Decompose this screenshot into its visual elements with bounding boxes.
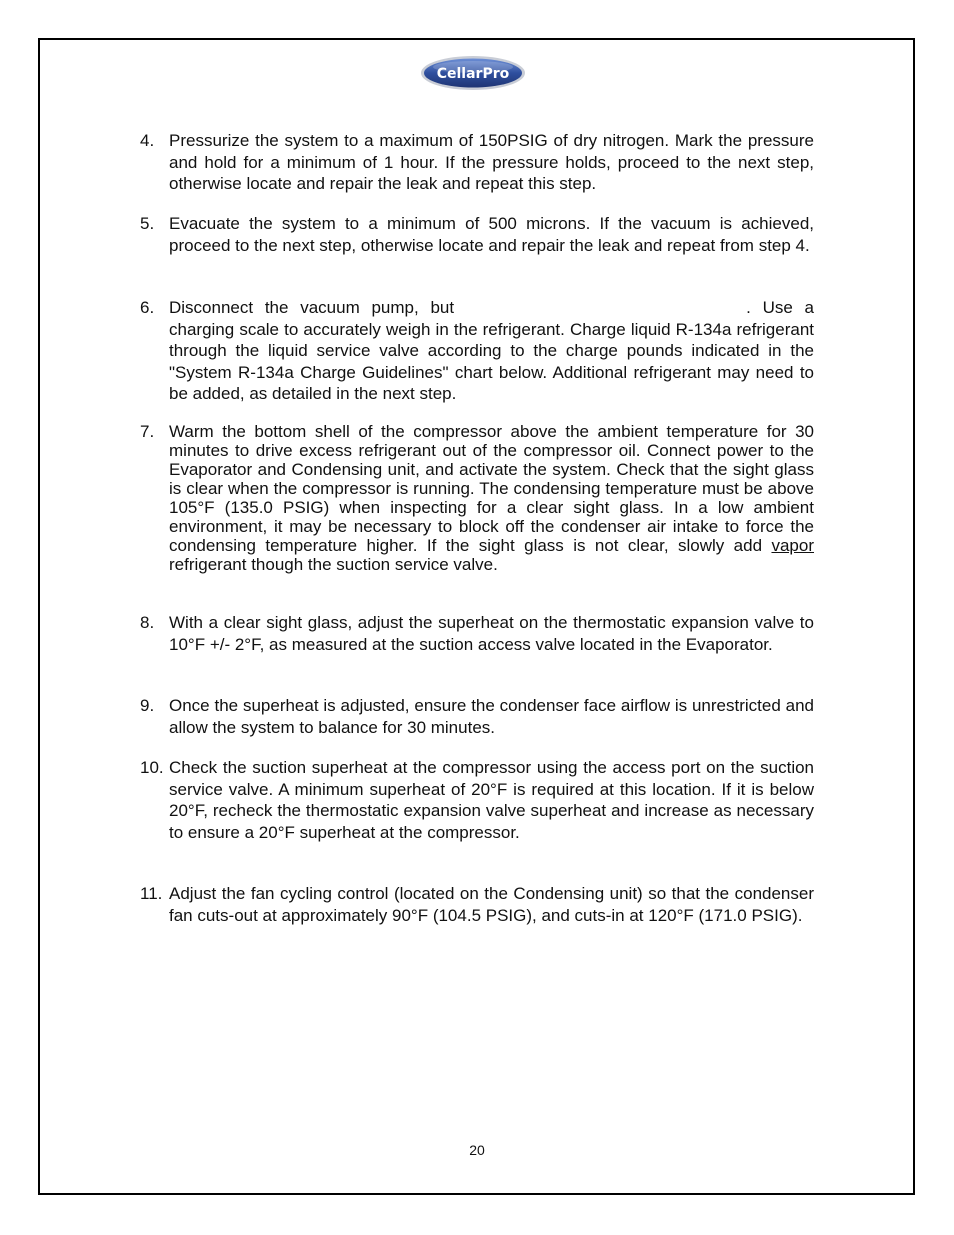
step-text: Pressurize the system to a maximum of 150PSIG of dry nitrogen. Mark the pressure and hold for a minimum of 1 hour. If the pressure holds, proceed to the next step, otherwise locate and repair the leak and repeat this step.	[169, 131, 814, 193]
page-number: 20	[469, 1142, 485, 1158]
step-number: 9.	[140, 696, 155, 715]
step-text: Check the suction superheat at the compressor using the access port on the suction service valve. A minimum superheat of 20°F is required at this location. If it is below 20°F, recheck the thermostatic expansion valve superheat and increase as necessary to ensure a 20°F superheat at the compressor.	[169, 758, 814, 842]
step-text: Evacuate the system to a minimum of 500 microns. If the vacuum is achieved, proceed to the next step, otherwise locate and repair the leak and repeat from step 4.	[169, 214, 814, 255]
cellarpro-logo-graphic	[420, 55, 526, 91]
step-8	[140, 612, 814, 655]
step-text-part-b: refrigerant though the suction service valve.	[169, 555, 498, 574]
step-number: 6.	[140, 298, 155, 317]
cellarpro-logo	[420, 55, 526, 91]
step-text: Adjust the fan cycling control (located on the Condensing unit) so that the condenser fan cuts-out at approximately 90°F (104.5 PSIG), and cuts-in at 120°F (171.0 PSIG).	[169, 884, 814, 925]
step-4	[140, 130, 814, 195]
step-number: 10.	[140, 758, 164, 777]
step-number: 7.	[140, 422, 155, 441]
step-11	[140, 883, 814, 926]
step-text-part-a: Warm the bottom shell of the compressor above the ambient temperature for 30 minutes to drive excess refrigerant out of the compressor oil. Connect power to the Evaporator and Condensing unit, and activate the system. Check that the sight glass is clear when the compressor is running. The condensing temperature must be above 105°F (135.0 PSIG) when inspecting for a clear sight glass. In a low ambient environment, it may be necessary to block off the condenser air intake to force the condensing temperature higher. If the sight glass is not clear, slowly add	[169, 422, 814, 555]
step-6	[140, 297, 814, 405]
step-number: 4.	[140, 131, 155, 150]
step-text-part-b: . Use a charging scale to accurately weigh in the refrigerant. Charge liquid R-134a refrigerant through the liquid service valve according to the charge pounds indicated in the "System R-134a Charge Guidelines" chart below. Additional refrigerant may need to be added, as detailed in the next step.	[169, 298, 815, 403]
step-number: 8.	[140, 613, 155, 632]
logo-text: CellarPro	[436, 66, 510, 82]
step-text-part-a: Disconnect the vacuum pump, but	[169, 298, 455, 317]
step-text: Once the superheat is adjusted, ensure the condenser face airflow is unrestricted and allow the system to balance for 30 minutes.	[169, 696, 814, 737]
step-text	[169, 422, 814, 574]
step-5	[140, 213, 814, 256]
step-number: 5.	[140, 214, 155, 233]
underlined-word: vapor	[771, 536, 814, 555]
step-text: With a clear sight glass, adjust the superheat on the thermostatic expansion valve to 10°F +/- 2°F, as measured at the suction access valve located in the Evaporator.	[169, 613, 814, 654]
step-9	[140, 695, 814, 738]
step-7	[140, 422, 814, 574]
step-number: 11.	[140, 884, 163, 903]
step-text	[169, 297, 814, 405]
step-10	[140, 757, 814, 843]
